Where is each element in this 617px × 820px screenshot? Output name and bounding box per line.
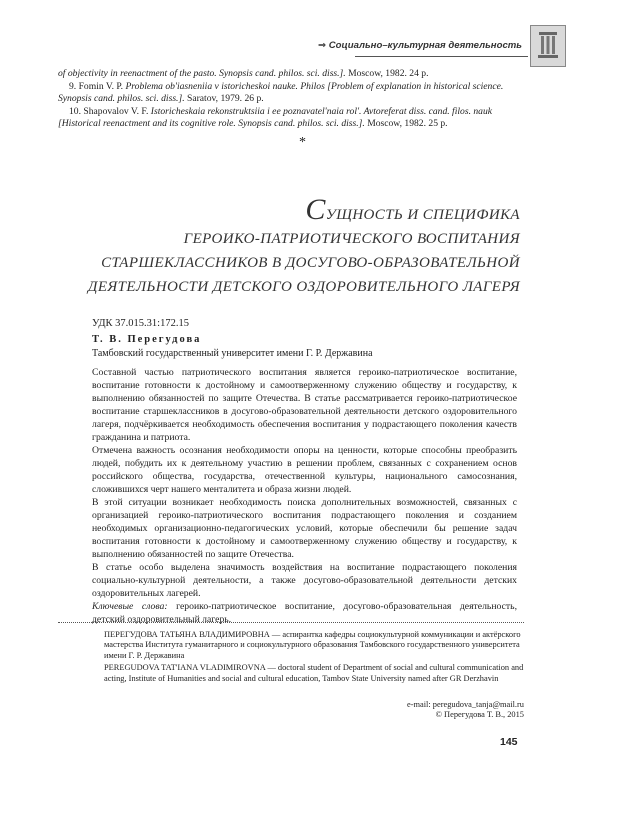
bio-english: PEREGUDOVA TAT'IANA VLADIMIROVNA — doctoral student of Department of social and cultural communication and acting, Institute of Humanities and social and cultural education, Tambov State University named after GR Derzhavin (104, 663, 524, 683)
section-title: ⇒ Социально–культурная деятельность (318, 40, 522, 51)
abstract-paragraph: Отмечена важность осознания необходимости опоры на ценности, которые способны преобразить людей, побудить их к деятельному участию в решении проблем, связанных с сохранением основ российского общества, государства, отечественной культуры, национального самосознания, сложившихся черт нашего менталитета и образа жизни людей. (92, 445, 517, 495)
reference-author: 9. Fomin V. P. (69, 80, 126, 92)
title-line-1 (60, 193, 520, 227)
abstract-paragraph: Составной частью патриотического воспитания является героико-патриотическое воспитание, воспитание готовности к достойному и самоотверженному служению обществу и государству, к выполнению обязанностей по защите Отечества. В статье рассматривается героико-патриотическое воспитание старшеклассников в досугово-образовательной деятельности детского оздоровительного лагеря, подчёркивается необходимость обеспечения воспитания у подрастающего поколения качеств гражданина и патриота. (92, 367, 517, 443)
title-line-1-text: УЩНОСТЬ И СПЕЦИФИКА (325, 207, 520, 223)
title-dropcap: С (305, 193, 326, 226)
reference-item (58, 81, 524, 106)
bio-russian: ПЕРЕГУДОВА ТАТЬЯНА ВЛАДИМИРОВНА — аспирантка кафедры социокультурной коммуникации и актёрского мастерства Института гуманитарного и социокультурного образования Тамбовского государственного университета имени Г. Р. Державина (104, 630, 521, 660)
author-name: Т. В. Перегудова (92, 334, 202, 345)
title-line-3: СТАРШЕКЛАССНИКОВ В ДОСУГОВО-ОБРАЗОВАТЕЛЬНОЙ (101, 255, 520, 271)
reference-item (58, 106, 524, 131)
abstract-paragraph: В этой ситуации возникает необходимость поиска дополнительных возможностей, связанных с организацией героико-патриотического воспитания подрастающего поколения и созданием необходимых организационно-педагогических условий, которые обеспечили бы решение задач воспитания готовности к достойному и самоотверженному служению обществу и государству, к выполнению обязанностей по защите Отечества. (92, 497, 517, 560)
author-email[interactable]: e-mail: peregudova_tanja@mail.ru (406, 700, 524, 709)
keywords-label: Ключевые слова: (92, 601, 168, 612)
title-line-4: ДЕЯТЕЛЬНОСТИ ДЕТСКОГО ОЗДОРОВИТЕЛЬНОГО ЛАГЕРЯ (87, 279, 520, 295)
reference-item (58, 68, 524, 81)
reference-tail: Saratov, 1979. 26 p. (184, 93, 264, 105)
title-line-2: ГЕРОИКО-ПАТРИОТИЧЕСКОГО ВОСПИТАНИЯ (183, 231, 520, 247)
reference-title: Istoricheskaia rekonstruktsiia i ee poznavatel'naia rol'. Avtoreferat diss. cand. filos. nauk [Historical reenactment and its cognitive role. Synopsis cand. philos. sci. diss.]. (58, 105, 493, 130)
author-bio (104, 630, 524, 684)
running-header (300, 40, 522, 56)
journal-logo-icon (530, 25, 566, 67)
reference-author: 10. Shapovalov V. F. (69, 105, 151, 117)
footer-divider (58, 622, 524, 623)
abstract (92, 366, 517, 626)
reference-list (58, 68, 524, 131)
abstract-paragraph: В статье особо выделена значимость воздействия на воспитание подрастающего поколения социально-культурной деятельности, а также досугово-образовательной деятельности детских оздоровительных лагерей. (92, 562, 517, 599)
header-rule (355, 56, 528, 57)
author-affiliation: Тамбовский государственный университет имени Г. Р. Державина (92, 348, 373, 359)
reference-title: of objectivity in reenactment of the pasto. Synopsis cand. philos. sci. diss.]. (58, 68, 346, 79)
reference-tail: Moscow, 1982. 25 p. (364, 118, 448, 130)
author-contact (407, 700, 524, 721)
page-number: 145 (500, 736, 518, 748)
keywords-text: героико-патриотическое воспитание, досугово-образовательная деятельность, детский оздоровительный лагерь. (92, 601, 517, 625)
udk-code: УДК 37.015.31:172.15 (92, 318, 189, 329)
section-separator: * (299, 135, 306, 150)
reference-title: Problema ob'iasneniia v istoricheskoi nauke. Philos [Problem of explanation in historical science. Synopsis cand. philos. sci. diss.]. (58, 80, 504, 105)
reference-tail: Moscow, 1982. 24 p. (345, 68, 429, 79)
copyright: © Перегудова Т. В., 2015 (435, 710, 524, 720)
article-title (60, 193, 520, 299)
